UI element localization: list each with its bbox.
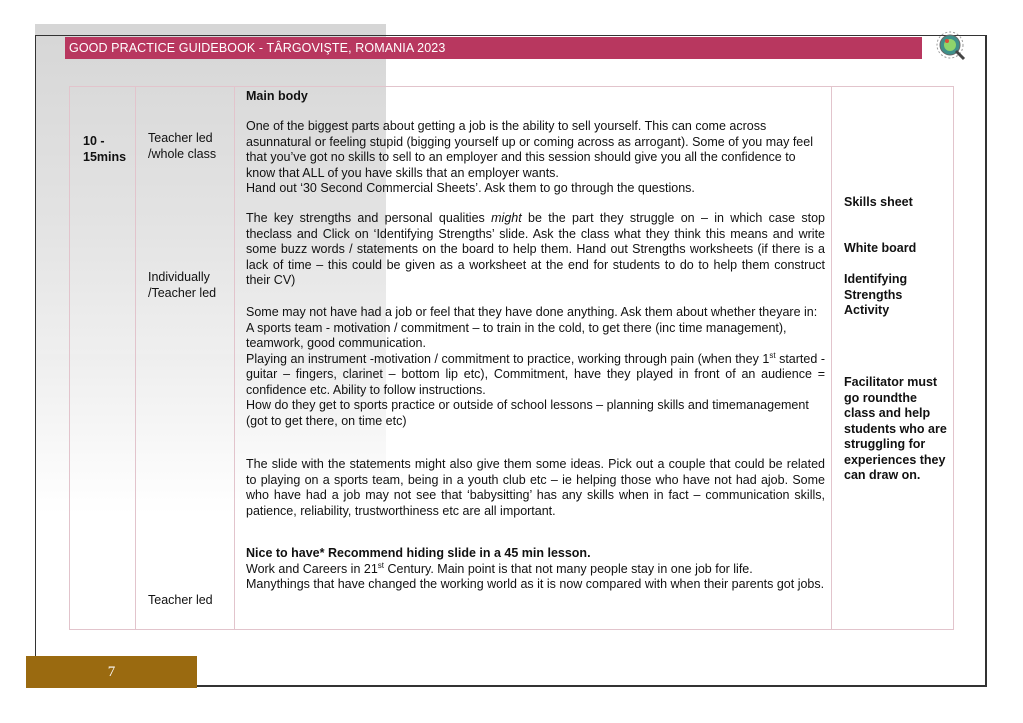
globe-magnifier-icon [935, 30, 967, 62]
para-no-job: Some may not have had a job or feel that they have done anything. Ask them about whether theyare in: [246, 305, 818, 319]
time-column [70, 87, 136, 629]
mode-column [135, 87, 235, 629]
nice-to-have-heading: Nice to have* Recommend hiding slide in a 45 min lesson. [246, 546, 591, 560]
para-working-world: Manythings that have changed the working world as it is now compared with when their parents got jobs. [246, 577, 825, 591]
resources-column [831, 87, 953, 629]
resource-skills-sheet: Skills sheet [844, 195, 913, 209]
page-number: 7 [26, 656, 197, 688]
main-body-heading: Main body [246, 89, 308, 103]
main-body-column [234, 87, 832, 629]
para-sports-team: A sports team - motivation / commitment – to train in the cold, to get there (inc time management), teamwork, good communication. [246, 320, 787, 350]
para-planning: How do they get to sports practice or outside of school lessons – planning skills and timemanagement (got to get there, on time etc) [246, 398, 809, 428]
time-cell: 10 - 15mins [83, 134, 127, 164]
resource-facilitator-note: Facilitator must go roundthe class and help students who are struggling for experiences they can draw on. [844, 375, 947, 482]
lesson-table [69, 86, 954, 630]
page-header: GOOD PRACTICE GUIDEBOOK - TÂRGOVIŞTE, ROMANIA 2023 [65, 37, 922, 59]
para-sell-yourself: One of the biggest parts about getting a job is the ability to sell yourself. This can come across asunnatural or feeling stupid (bigging yourself up or coming across as arrogant). Some of you may feel that you’ve got no skills to sell to an employer and this session should give you all the confidence to know that ALL of you have skills that an employer wants. [246, 119, 813, 180]
para-key-strengths: The key strengths and personal qualities might be the part they struggle on – in which case stop theclass and Click on ‘Identifying Strengths’ slide. Ask the class what they think this means and write some buzz words / statements on the board to help them. Hand out Strengths worksheets (if there is a lack of time – this could be given as a worksheet at the end for students to do to help them construct their CV) [246, 211, 825, 287]
para-statements-slide: The slide with the statements might also give them some ideas. Pick out a couple that could be related to playing on a sports team, being in a youth club etc – ie helping those who have not had ajob. Some who have had a job may not see that ‘babysitting’ has any skills when in fact – communication skills, patience, reliability, trustworthiness etc are all important. [246, 457, 825, 518]
mode-teacher-led: Teacher led [148, 593, 213, 607]
para-instrument: Playing an instrument -motivation / commitment to practice, working through pain (when they 1st started -guitar – fingers, clarinet – bottom lip etc), Commitment, have they played in front of an audience = confidence etc. Ability to follow instructions. [246, 350, 825, 397]
resource-white-board: White board [844, 241, 917, 255]
para-careers-21st: Work and Careers in 21st Century. Main point is that not many people stay in one job for life. [246, 560, 753, 576]
resource-identifying-strengths: Identifying Strengths Activity [844, 272, 908, 317]
para-hand-out-sheets: Hand out ‘30 Second Commercial Sheets’. Ask them to go through the questions. [246, 181, 695, 195]
mode-teacher-led-whole-class: Teacher led /whole class [148, 131, 217, 161]
mode-individually-teacher-led: Individually /Teacher led [148, 270, 217, 300]
